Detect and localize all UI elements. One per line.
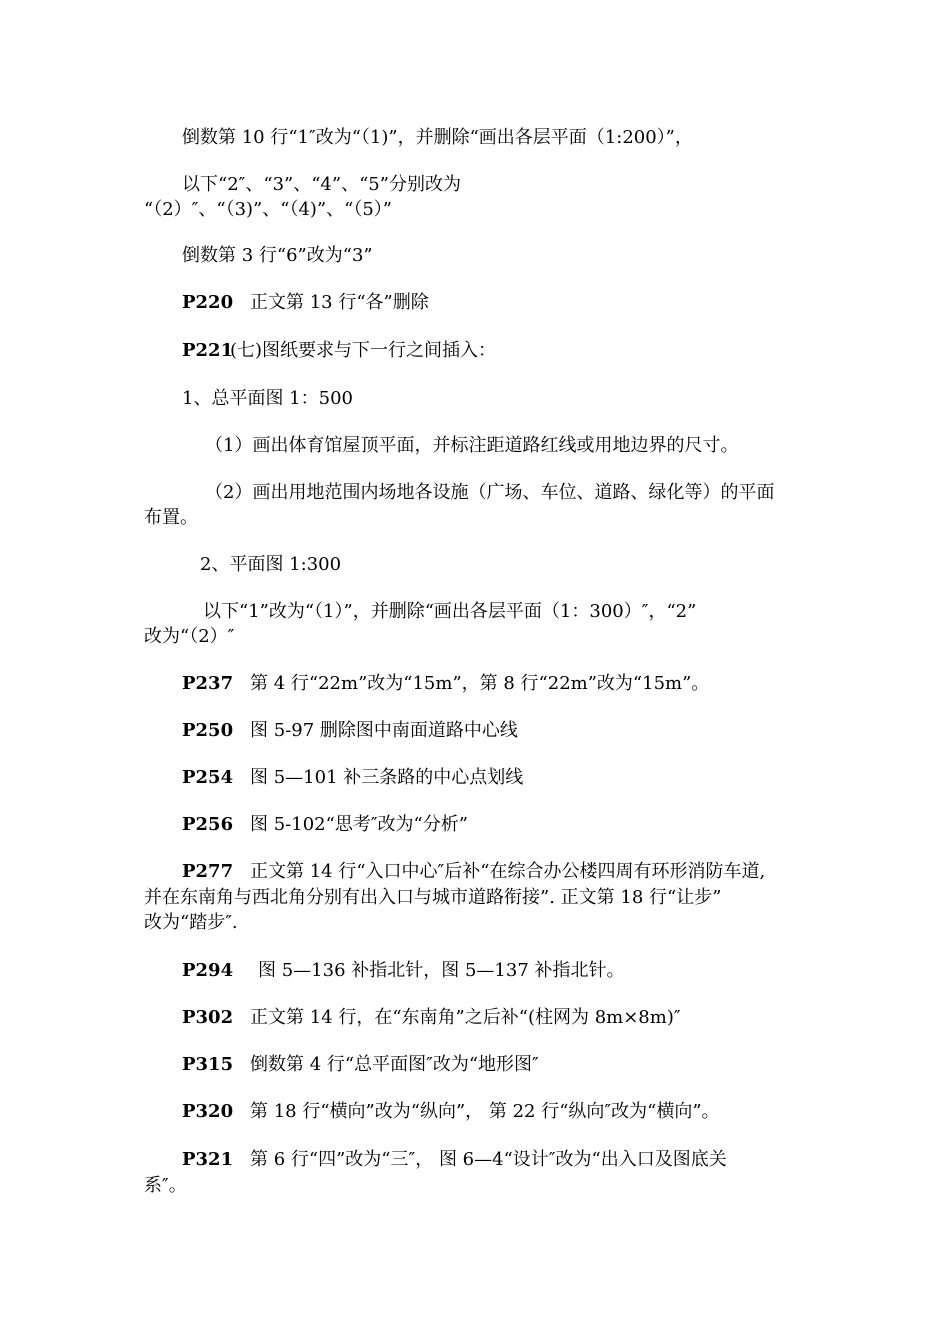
text-line: 并在东南角与西北角分别有出入口与城市道路衔接”. 正文第 18 行“让步” bbox=[144, 887, 722, 908]
page-ref: P220 bbox=[182, 292, 234, 313]
text-line: “（2）″、“（3)”、“（4)”、“（5）” bbox=[144, 199, 392, 220]
text-line: 倒数第 4 行“总平面图″改为“地形图″ bbox=[250, 1054, 539, 1075]
text-line: （1）画出体育馆屋顶平面，并标注距道路红线或用地边界的尺寸。 bbox=[205, 435, 739, 456]
page-ref: P294 bbox=[182, 960, 234, 981]
text-line: 2、平面图 1:300 bbox=[200, 554, 342, 575]
text-line: 正文第 14 行“入口中心″后补“在综合办公楼四周有环形消防车道, bbox=[250, 861, 766, 882]
text-line: 正文第 14 行，在“东南角”之后补“(柱网为 8m×8m)″ bbox=[250, 1007, 681, 1028]
text-line: 图 5—136 补指北针，图 5—137 补指北针。 bbox=[258, 960, 625, 981]
text-line: 第 18 行“横向”改为“纵向”， 第 22 行“纵向″改为“横向”。 bbox=[250, 1101, 720, 1122]
page-ref: P256 bbox=[182, 814, 234, 835]
text-line: 图 5-97 删除图中南面道路中心线 bbox=[250, 720, 518, 741]
text-line: 1、总平面图 1：500 bbox=[182, 388, 353, 409]
text-line: 第 6 行“四”改为“三″， 图 6—4“设计″改为“出入口及图底关 bbox=[250, 1149, 727, 1170]
page-ref: P302 bbox=[182, 1007, 234, 1028]
text-line: 以下“1”改为“（1）”，并删除“画出各层平面（1：300）″，“2” bbox=[203, 601, 697, 622]
text-line: 图 5—101 补三条路的中心点划线 bbox=[250, 767, 524, 788]
text-line: 系″。 bbox=[144, 1175, 187, 1196]
page-ref: P321 bbox=[182, 1149, 234, 1170]
text-line: 正文第 13 行“各”删除 bbox=[250, 292, 429, 313]
page-ref: P250 bbox=[182, 720, 234, 741]
text-line: 改为“（2）″ bbox=[144, 626, 235, 647]
text-line: （2）画出用地范围内场地各设施（广场、车位、道路、绿化等）的平面 bbox=[205, 482, 775, 503]
text-line: 图 5-102“思考″改为“分析” bbox=[250, 814, 468, 835]
text-line: 以下“2″、“3”、“4”、“5”分别改为 bbox=[182, 174, 461, 195]
page-ref: P221 bbox=[182, 340, 234, 361]
text-line: 改为“踏步″. bbox=[144, 912, 238, 933]
text-line: 倒数第 10 行“1″改为“（1)”，并删除“画出各层平面（1:200）”， bbox=[182, 127, 693, 148]
page-ref: P254 bbox=[182, 767, 234, 788]
page-ref: P320 bbox=[182, 1101, 234, 1122]
text-line: 倒数第 3 行“6”改为“3” bbox=[182, 245, 373, 266]
page-ref: P237 bbox=[182, 673, 234, 694]
text-line: 第 4 行“22m”改为“15m”，第 8 行“22m”改为“15m”。 bbox=[250, 673, 710, 694]
text-line: (七)图纸要求与下一行之间插入： bbox=[230, 340, 497, 361]
page-ref: P277 bbox=[182, 861, 234, 882]
page-ref: P315 bbox=[182, 1054, 234, 1075]
text-line: 布置。 bbox=[144, 507, 198, 528]
